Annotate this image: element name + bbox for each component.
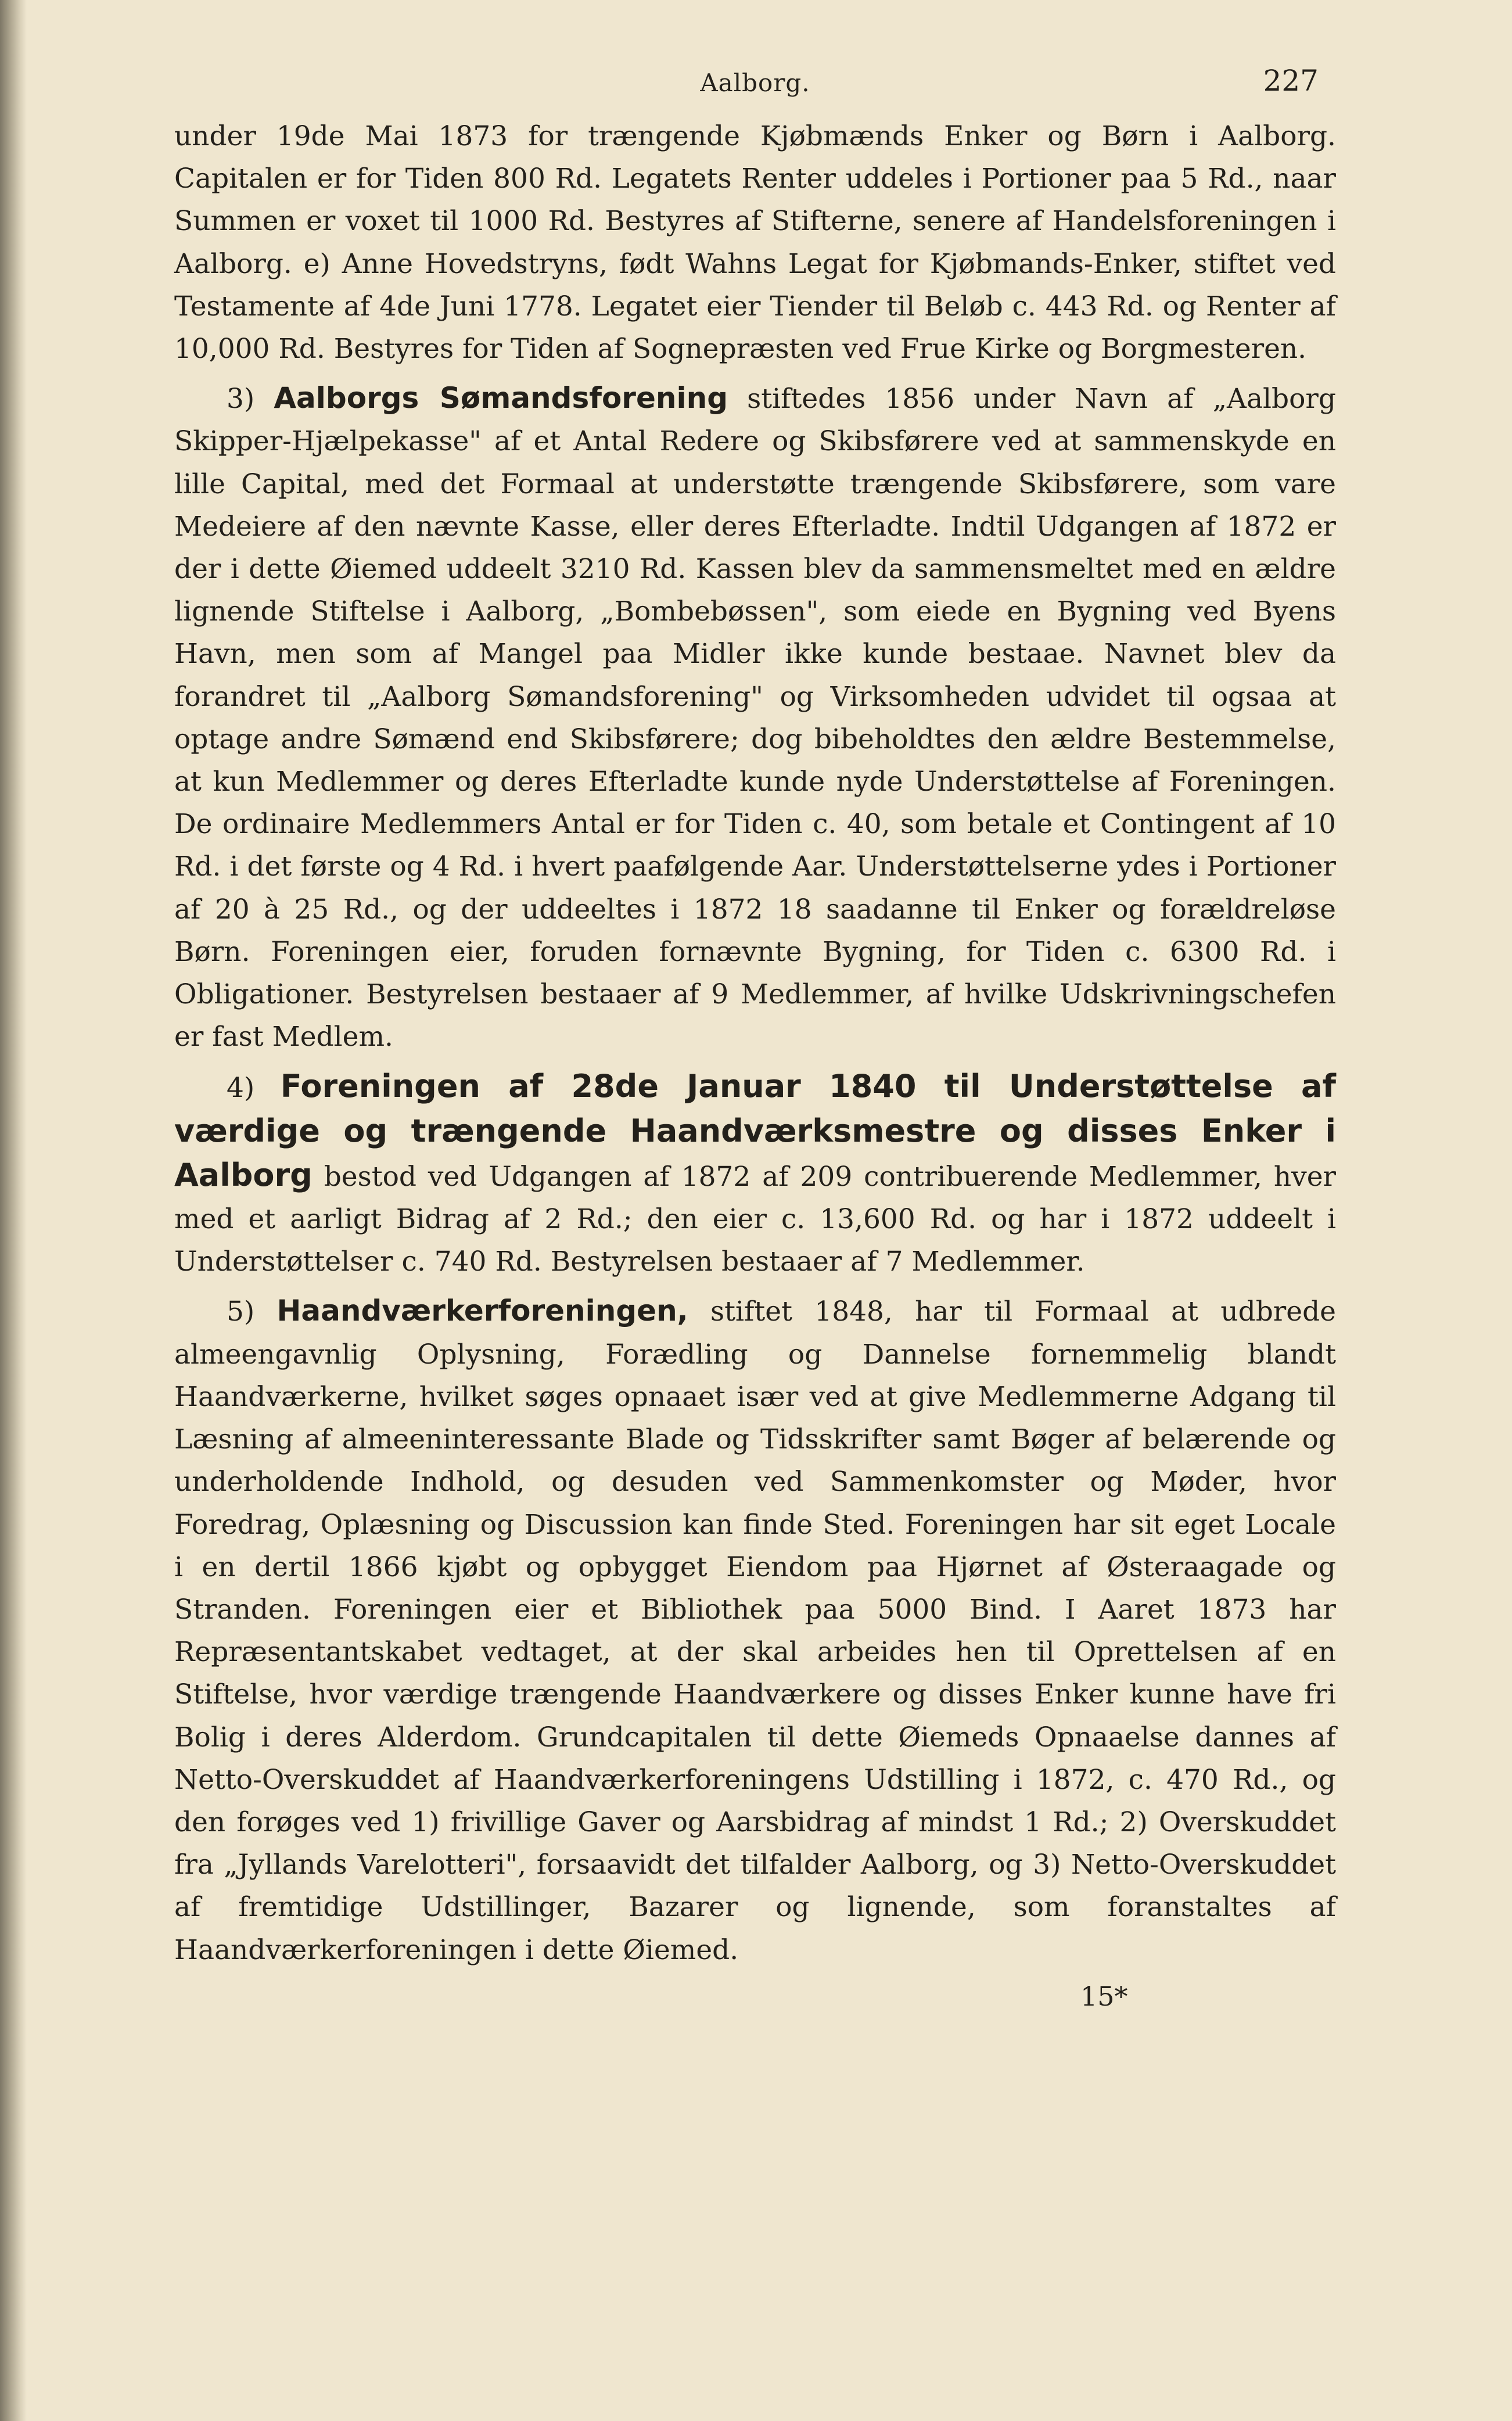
- section-number: 4): [227, 1072, 255, 1104]
- page-number: 227: [1263, 64, 1319, 98]
- paragraph-foreningen-1840: [174, 1065, 1336, 1283]
- printer-signature-mark: 15*: [1080, 1980, 1128, 2012]
- running-title: Aalborg.: [700, 69, 810, 97]
- book-page: [174, 64, 1336, 2012]
- section-body: stiftet 1848, har til Formaal at udbrede almeengavnlig Oplysning, Forædling og Dannelse fornemmelig blandt Haandværkerne, hvilket søges opnaaet især ved at give Medlemmerne Adgang til Læsning af almeeninteressante Blade og Tidsskrifter samt Bøger af belærende og underholdende Indhold, og desuden ved Sammenkomster og Møder, hvor Foredrag, Oplæsning og Discussion kan finde Sted. Foreningen har sit eget Locale i en dertil 1866 kjøbt og opbygget Eiendom paa Hjørnet af Østeraagade og Stranden. Foreningen eier et Bibliothek paa 5000 Bind. I Aaret 1873 har Repræsentantskabet vedtaget, at der skal arbeides hen til Oprettelsen af en Stiftelse, hvor værdige trængende Haandværkere og disses Enker kunne have fri Bolig i deres Alderdom. Grundcapitalen til dette Øiemeds Opnaaelse dannes af Netto-Overskuddet af Haandværkerforeningens Udstilling i 1872, c. 470 Rd., og den forøges ved 1) frivillige Gaver og Aarsbidrag af mindst 1 Rd.; 2) Overskuddet fra „Jyllands Varelotteri", forsaavidt det tilfalder Aalborg, og 3) Netto-Overskuddet af fremtidige Udstillinger, Bazarer og lignende, som foranstaltes af Haandværkerforeningen i dette Øiemed.: [174, 1296, 1336, 1966]
- paragraph-haandvaerkerforeningen: [174, 1290, 1336, 1971]
- section-heading-haandvaerkerforeningen: Haandværkerforeningen,: [276, 1294, 688, 1328]
- running-head: [174, 64, 1336, 115]
- section-heading-foreningen-1840: Foreningen af 28de Januar 1840 til Understøttelse af værdige og trængende Haandværksmestre og disses Enker i Aalborg: [174, 1068, 1336, 1193]
- section-heading-soemandsforening: Aalborgs Sømandsforening: [274, 381, 728, 415]
- paragraph-legat-continuation: under 19de Mai 1873 for trængende Kjøbmænds Enker og Børn i Aalborg. Capitalen er for Tiden 800 Rd. Legatets Renter uddeles i Portioner paa 5 Rd., naar Summen er voxet til 1000 Rd. Bestyres af Stifterne, senere af Handelsforeningen i Aalborg. e) Anne Hovedstryns, født Wahns Legat for Kjøbmands-Enker, stiftet ved Testamente af 4de Juni 1778. Legatet eier Tiender til Beløb c. 443 Rd. og Renter af 10,000 Rd. Bestyres for Tiden af Sognepræsten ved Frue Kirke og Borgmesteren.: [174, 120, 1336, 365]
- section-number: 3): [227, 383, 255, 415]
- paragraph-soemandsforening: [174, 377, 1336, 1058]
- section-number: 5): [227, 1296, 255, 1328]
- book-spine-shadow: [0, 0, 27, 2421]
- section-body: stiftedes 1856 under Navn af „Aalborg Skipper-Hjælpekasse" af et Antal Redere og Skibsførere ved at sammenskyde en lille Capital, med det Formaal at understøtte trængende Skibsførere, som vare Medeiere af den nævnte Kasse, eller deres Efterladte. Indtil Udgangen af 1872 er der i dette Øiemed uddeelt 3210 Rd. Kassen blev da sammensmeltet med en ældre lignende Stiftelse i Aalborg, „Bombebøssen", som eiede en Bygning ved Byens Havn, men som af Mangel paa Midler ikke kunde bestaae. Navnet blev da forandret til „Aalborg Sømandsforening" og Virksomheden udvidet til ogsaa at optage andre Sømænd end Skibsførere; dog bibeholdtes den ældre Bestemmelse, at kun Medlemmer og deres Efterladte kunde nyde Understøttelse af Foreningen. De ordinaire Medlemmers Antal er for Tiden c. 40, som betale et Contingent af 10 Rd. i det første og 4 Rd. i hvert paafølgende Aar. Understøttelserne ydes i Portioner af 20 à 25 Rd., og der uddeeltes i 1872 18 saadanne til Enker og forældreløse Børn. Foreningen eier, foruden fornævnte Bygning, for Tiden c. 6300 Rd. i Obligationer. Bestyrelsen bestaaer af 9 Medlemmer, af hvilke Udskrivningschefen er fast Medlem.: [174, 383, 1336, 1053]
- section-body: bestod ved Udgangen af 1872 af 209 contribuerende Medlemmer, hver med et aarligt Bidrag af 2 Rd.; den eier c. 13,600 Rd. og har i 1872 uddeelt i Understøttelser c. 740 Rd. Bestyrelsen bestaaer af 7 Medlemmer.: [174, 1160, 1336, 1278]
